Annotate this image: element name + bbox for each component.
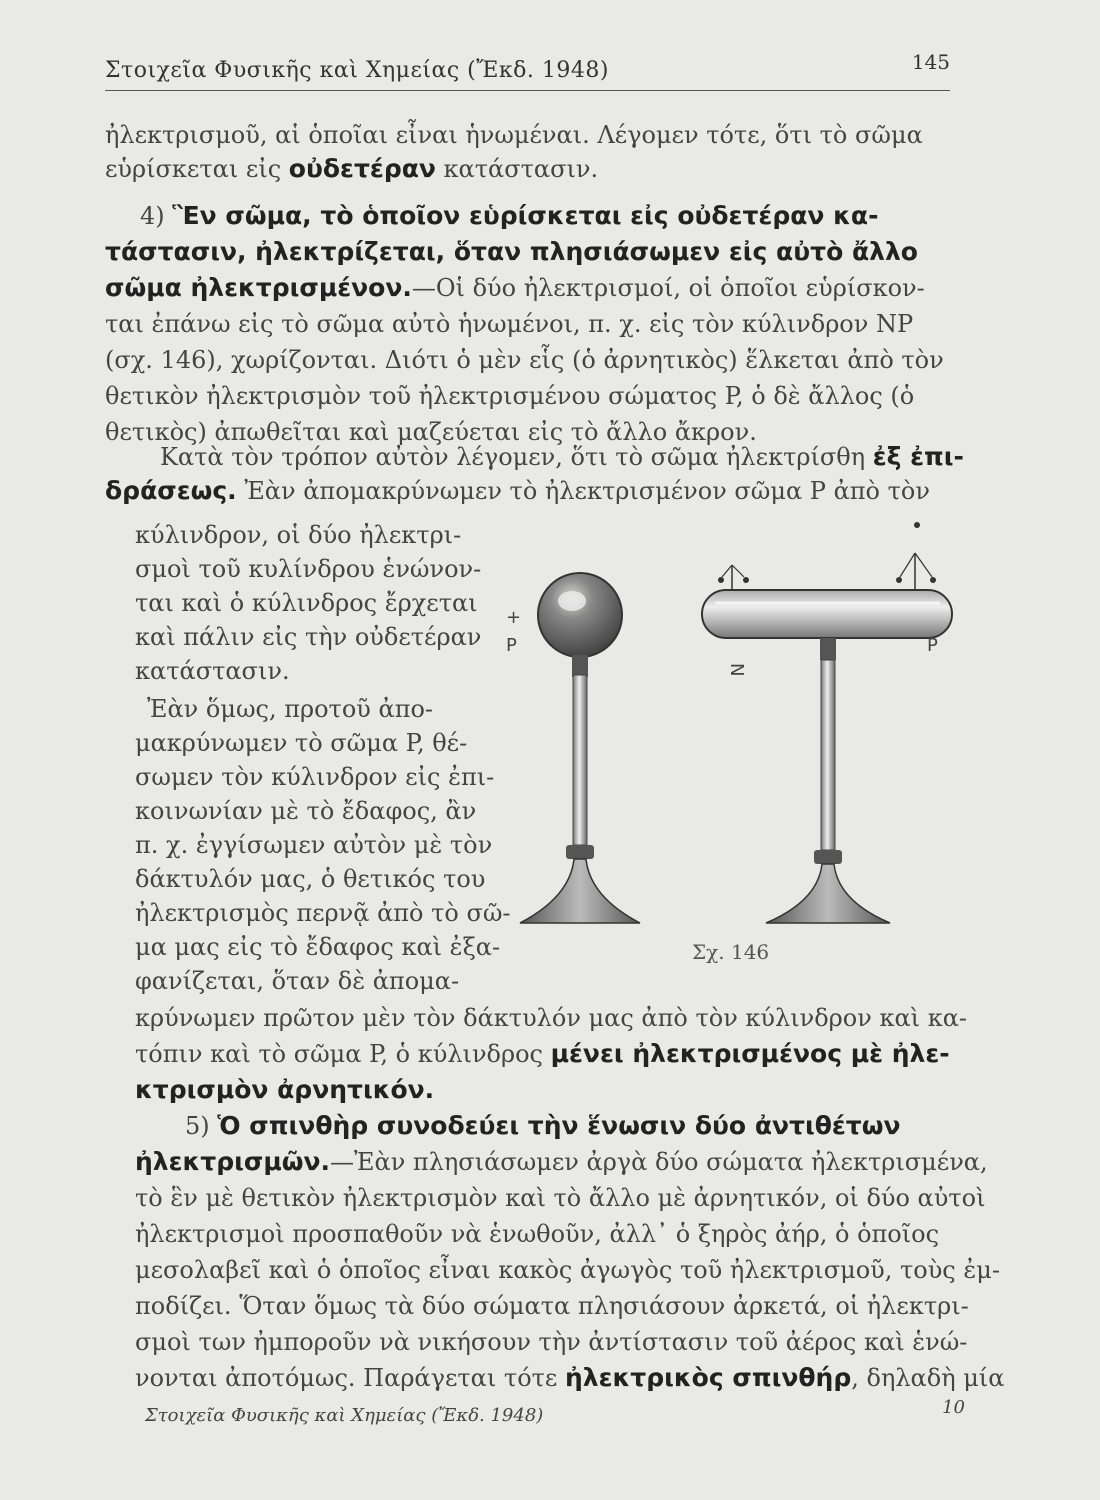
- paragraph-neutral-state: [105, 118, 965, 186]
- text-line: κύλινδρον, οἱ δύο ἠλεκτρι-: [135, 521, 462, 549]
- text-line: κρύνωμεν πρῶτον μὲν τὸν δάκτυλόν μας ἀπὸ τὸν κύλινδρον καὶ κα-: [135, 1004, 968, 1032]
- text-line: ται ἐπάνω εἰς τὸ σῶμα αὐτὸ ἡνωμένοι, π. χ. εἰς τὸν κύλινδρον NP: [105, 310, 914, 338]
- text-line: Ἐὰν ὅμως, προτοῦ ἀπο-: [147, 695, 434, 723]
- rod-collar: [814, 850, 842, 864]
- text-line: δάκτυλόν μας, ὁ θετικός του: [135, 865, 486, 893]
- running-header: [105, 50, 950, 91]
- text-line: σμοὶ τοῦ κυλίνδρου ἑνώνον-: [135, 555, 482, 583]
- text-line: νονται ἀποτόμως. Παράγεται τότε ἠλεκτρικὸς σπινθήρ, δηλαδὴ μία: [135, 1363, 1005, 1392]
- section-number: 4): [140, 202, 173, 230]
- page-number: 145: [911, 50, 950, 74]
- text-line: ἠλεκτρισμοῦ, αἱ ὁποῖαι εἶναι ἡνωμέναι. Λέγομεν τότε, ὅτι τὸ σῶμα: [105, 121, 923, 149]
- text-line: ἠλεκτρισμοὶ προσπαθοῦν νὰ ἑνωθοῦν, ἀλλ᾽ ὁ ξηρὸς ἀήρ, ὁ ὁποῖος: [135, 1220, 940, 1248]
- text-line: (σχ. 146), χωρίζονται. Διότι ὁ μὲν εἷς (ὁ ἀρνητικὸς) ἕλκεται ἀπὸ τὸν: [105, 346, 944, 374]
- footer-title: Στοιχεῖα Φυσικῆς καὶ Χημείας (Ἔκδ. 1948): [145, 1405, 544, 1426]
- emphasis-neutral: οὐδετέραν: [288, 154, 436, 183]
- text-line: μεσολαβεῖ καὶ ὁ ὁποῖος εἶναι κακὸς ἀγωγὸς τοῦ ἠλεκτρισμοῦ, τοὺς ἐμ-: [135, 1256, 1000, 1284]
- label-N: N: [726, 663, 747, 677]
- conductor-cylinder: [702, 590, 952, 638]
- sphere-collar: [572, 655, 588, 677]
- section-4: [105, 198, 965, 450]
- header-title: Στοιχεῖα Φυσικῆς καὶ Χημείας (Ἔκδ. 1948): [105, 58, 609, 83]
- stand-base: [520, 859, 640, 923]
- text-line: εὑρίσκεται εἰς οὐδετέραν κατάστασιν.: [105, 154, 599, 183]
- text-line: τὸ ἓν μὲ θετικὸν ἠλεκτρισμὸν καὶ τὸ ἄλλο μὲ ἀρνητικόν, οἱ δύο αὐτοὶ: [135, 1184, 986, 1212]
- paragraph-induction: [105, 440, 965, 508]
- figure-146-induction-apparatus: [490, 505, 960, 975]
- insulating-rod: [821, 660, 835, 850]
- section-4-heading-line: 4) Ἓν σῶμα, τὸ ὁποῖον εὑρίσκεται εἰς οὐδετέραν κα-: [140, 201, 879, 230]
- text-line: ποδίζει. Ὅταν ὅμως τὰ δύο σώματα πλησιάσουν ἀρκετά, οἱ ἠλεκτρι-: [135, 1292, 969, 1320]
- text-line: σωμεν τὸν κύλινδρον εἰς ἐπι-: [135, 763, 495, 791]
- label-P-cylinder: P: [927, 635, 938, 656]
- text-line: θετικὸς) ἀπωθεῖται καὶ μαζεύεται εἰς τὸ ἄλλο ἄκρον.: [105, 418, 757, 446]
- text-line: π. χ. ἐγγίσωμεν αὐτὸν μὲ τὸν: [135, 831, 493, 859]
- text-line: θετικὸν ἠλεκτρισμὸν τοῦ ἠλεκτρισμένου σώματος P, ὁ δὲ ἄλλος (ὁ: [105, 382, 915, 410]
- paragraph-grounding: [135, 692, 511, 998]
- rod-collar: [566, 845, 594, 859]
- text-line: Κατὰ τὸν τρόπον αὐτὸν λέγομεν, ὅτι τὸ σῶμα ἠλεκτρίσθη ἐξ ἐπι-: [160, 442, 964, 471]
- pendulum-right-threads: [900, 553, 932, 577]
- text-line: σμοὶ των ἠμποροῦν νὰ νικήσουν τὴν ἀντίστασιν τοῦ ἀέρος καὶ ἑνώ-: [135, 1328, 968, 1356]
- label-P-sphere: P: [506, 635, 517, 656]
- text-line: κτρισμὸν ἀρνητικόν.: [135, 1075, 435, 1104]
- section-5-heading-line: ἠλεκτρισμῶν.—Ἐὰν πλησιάσωμεν ἀργὰ δύο σώματα ἠλεκτρισμένα,: [135, 1147, 988, 1176]
- pendulum-left-threads: [722, 565, 744, 577]
- stand-base: [766, 864, 890, 923]
- text-line: μακρύνωμεν τὸ σῶμα P, θέ-: [135, 729, 468, 757]
- emphasis-spark: ἠλεκτρικὸς σπινθήρ: [565, 1363, 852, 1392]
- text-line: τόπιν καὶ τὸ σῶμα P, ὁ κύλινδρος μένει ἠλεκτρισμένος μὲ ἠλε-: [135, 1039, 950, 1068]
- emphasis-remains-charged: μένει ἠλεκτρισμένος μὲ ἠλε-: [550, 1039, 950, 1068]
- paragraph-grounding-end: [135, 1000, 968, 1108]
- text-line: μα μας εἰς τὸ ἔδαφος καὶ ἐξα-: [135, 933, 501, 961]
- charged-sphere: [538, 573, 622, 657]
- cylinder-collar: [820, 638, 836, 660]
- page-footer: [145, 1397, 965, 1426]
- section-5-heading-line: 5) Ὁ σπινθὴρ συνοδεύει τὴν ἕνωσιν δύο ἀντιθέτων: [185, 1111, 901, 1140]
- text-line: κατάστασιν.: [135, 657, 290, 685]
- text-line: ἠλεκτρισμὸς περνᾷ ἀπὸ τὸ σῶ-: [135, 899, 511, 927]
- text-line: δράσεως. Ἐὰν ἀπομακρύνωμεν τὸ ἠλεκτρισμένον σῶμα P ἀπὸ τὸν: [105, 476, 930, 505]
- text-line: ται καὶ ὁ κύλινδρος ἔρχεται: [135, 589, 478, 617]
- charged-sphere-stand: [520, 573, 640, 923]
- plus-sign: +: [506, 607, 522, 628]
- cylinder-stand: [702, 522, 952, 923]
- footer-signature-number: 10: [942, 1397, 965, 1418]
- paragraph-induction-narrow: [135, 518, 495, 688]
- section-number: 5): [185, 1112, 218, 1140]
- insulating-rod: [573, 675, 587, 845]
- section-4-heading-line: τάστασιν, ἠλεκτρίζεται, ὅταν πλησιάσωμεν εἰς αὐτὸ ἄλλο: [105, 237, 918, 266]
- figure-caption: Σχ. 146: [692, 940, 770, 964]
- emphasis-induction: ἐξ ἐπι-: [872, 442, 964, 471]
- section-5: [135, 1108, 1005, 1396]
- text-line: καὶ πάλιν εἰς τὴν οὐδετέραν: [135, 623, 482, 651]
- text-line: φανίζεται, ὅταν δὲ ἀπομα-: [135, 967, 460, 995]
- section-4-heading-line: σῶμα ἠλεκτρισμένον.—Οἱ δύο ἠλεκτρισμοί, οἱ ὁποῖοι εὑρίσκον-: [105, 273, 925, 302]
- text-line: κοινωνίαν μὲ τὸ ἔδαφος, ἂν: [135, 797, 477, 825]
